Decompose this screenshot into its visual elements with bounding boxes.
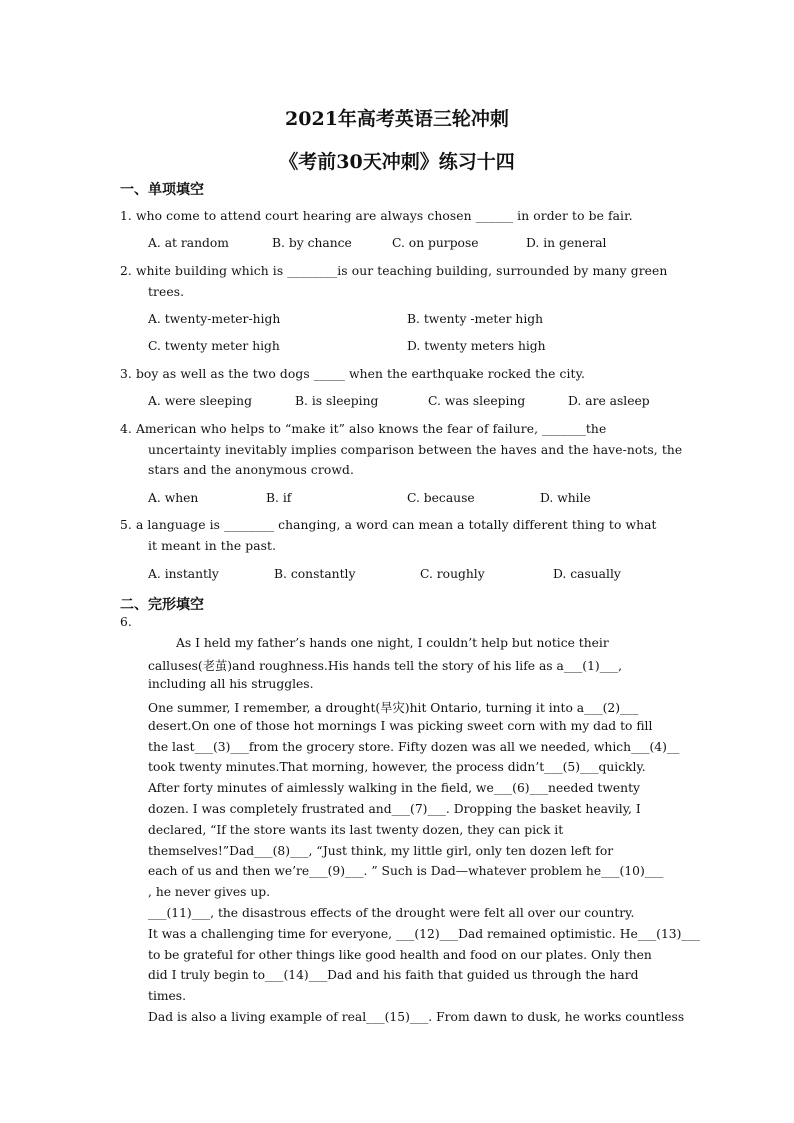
section-heading-cloze: 二、完形填空 bbox=[120, 597, 204, 613]
cloze-line: took twenty minutes.That morning, however, the process didn’t___(5)___quickly. bbox=[148, 760, 646, 774]
cloze-line: Dad is also a living example of real___(15)___. From dawn to dusk, he works countless bbox=[148, 1010, 685, 1024]
question-2-stem: 2. white building which is ________is our teaching building, surrounded by many green bbox=[120, 264, 668, 278]
question-4-option-c: C. because bbox=[407, 491, 475, 505]
cloze-line: One summer, I remember, a drought(旱灾)hit Ontario, turning it into a___(2)___ bbox=[148, 701, 639, 715]
question-4-option-a: A. when bbox=[148, 491, 199, 505]
question-5-stem-cont: it meant in the past. bbox=[148, 539, 277, 553]
cloze-line: It was a challenging time for everyone, ___(12)___Dad remained optimistic. He___(13)___ bbox=[148, 927, 700, 941]
question-2-option-d: D. twenty meters high bbox=[407, 339, 546, 353]
question-1-option-c: C. on purpose bbox=[392, 236, 479, 250]
question-4-stem: 4. American who helps to “make it” also knows the fear of failure, _______the bbox=[120, 422, 607, 436]
cloze-line: declared, “If the store wants its last twenty dozen, they can pick it bbox=[148, 823, 564, 837]
page-subtitle: 《考前30天冲刺》练习十四 bbox=[279, 151, 515, 173]
question-4-option-b: B. if bbox=[266, 491, 292, 505]
question-5-option-a: A. instantly bbox=[148, 567, 219, 581]
cloze-line: did I truly begin to___(14)___Dad and his faith that guided us through the hard bbox=[148, 968, 639, 982]
question-1-option-d: D. in general bbox=[526, 236, 607, 250]
cloze-line: including all his struggles. bbox=[148, 677, 314, 691]
cloze-line: the last___(3)___from the grocery store. Fifty dozen was all we needed, which___(4)__ bbox=[148, 740, 680, 754]
question-2-stem-cont: trees. bbox=[148, 285, 185, 299]
question-3-option-c: C. was sleeping bbox=[428, 394, 526, 408]
question-3-option-d: D. are asleep bbox=[568, 394, 650, 408]
question-5-option-b: B. constantly bbox=[274, 567, 356, 581]
cloze-line: themselves!”Dad___(8)___, “Just think, my little girl, only ten dozen left for bbox=[148, 844, 614, 858]
question-4-stem-cont-1: uncertainty inevitably implies comparison between the haves and the have-nots, the bbox=[148, 443, 683, 457]
cloze-number: 6. bbox=[120, 615, 132, 629]
question-3-stem: 3. boy as well as the two dogs _____ when the earthquake rocked the city. bbox=[120, 367, 586, 381]
question-2-option-c: C. twenty meter high bbox=[148, 339, 280, 353]
cloze-line: After forty minutes of aimlessly walking in the field, we___(6)___needed twenty bbox=[148, 781, 640, 795]
cloze-line: , he never gives up. bbox=[148, 885, 271, 899]
question-5-option-d: D. casually bbox=[553, 567, 621, 581]
cloze-line: each of us and then we’re___(9)___. ” Such is Dad—whatever problem he___(10)___ bbox=[148, 864, 664, 878]
cloze-line: As I held my father’s hands one night, I couldn’t help but notice their bbox=[176, 636, 609, 650]
section-heading-single-choice: 一、单项填空 bbox=[120, 182, 204, 198]
question-1-option-a: A. at random bbox=[148, 236, 229, 250]
question-2-option-a: A. twenty-meter-high bbox=[148, 312, 281, 326]
cloze-line: ___(11)___, the disastrous effects of the drought were felt all over our country. bbox=[148, 906, 635, 920]
cloze-line: to be grateful for other things like good health and food on our plates. Only then bbox=[148, 948, 652, 962]
question-1-option-b: B. by chance bbox=[272, 236, 352, 250]
question-5-option-c: C. roughly bbox=[420, 567, 485, 581]
question-5-stem: 5. a language is ________ changing, a word can mean a totally different thing to what bbox=[120, 518, 657, 532]
question-3-option-a: A. were sleeping bbox=[148, 394, 252, 408]
question-3-option-b: B. is sleeping bbox=[295, 394, 379, 408]
cloze-line: desert.On one of those hot mornings I was picking sweet corn with my dad to fill bbox=[148, 719, 653, 733]
cloze-line: times. bbox=[148, 989, 187, 1003]
page-title: 2021年高考英语三轮冲刺 bbox=[285, 108, 509, 130]
cloze-line: dozen. I was completely frustrated and___(7)___. Dropping the basket heavily, I bbox=[148, 802, 641, 816]
question-4-option-d: D. while bbox=[540, 491, 591, 505]
question-2-option-b: B. twenty -meter high bbox=[407, 312, 544, 326]
question-1-stem: 1. who come to attend court hearing are always chosen ______ in order to be fair. bbox=[120, 209, 633, 223]
question-4-stem-cont-2: stars and the anonymous crowd. bbox=[148, 463, 354, 477]
cloze-line: calluses(老茧)and roughness.His hands tell the story of his life as a___(1)___, bbox=[148, 659, 623, 673]
